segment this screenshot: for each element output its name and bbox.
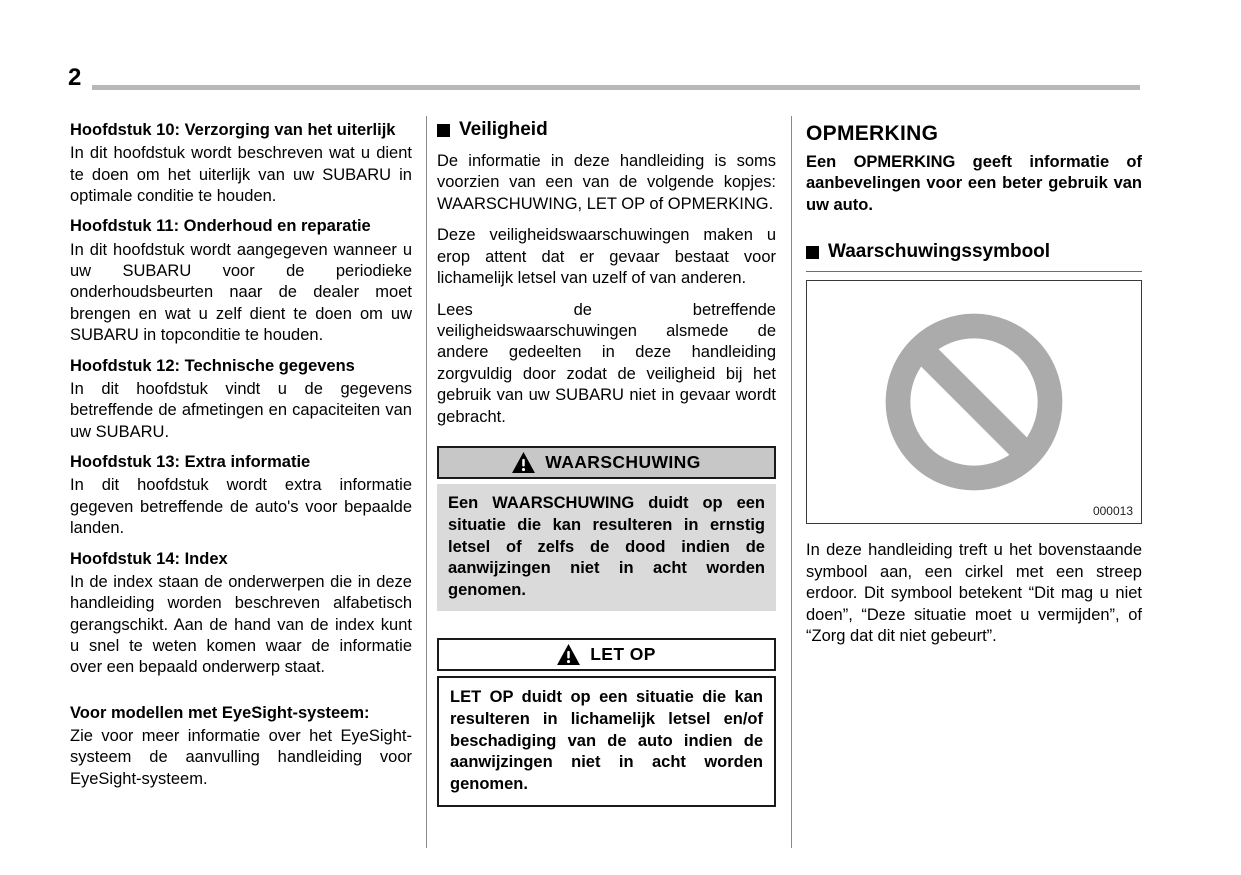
prohibition-symbol-figure xyxy=(806,280,1142,524)
left-column xyxy=(70,120,412,794)
square-bullet-icon xyxy=(437,124,450,137)
column-divider xyxy=(791,116,792,848)
warning-triangle-icon xyxy=(557,644,580,665)
section-heading: Hoofdstuk 11: Onderhoud en reparatie xyxy=(70,217,371,236)
section-heading: Hoofdstuk 14: Index xyxy=(70,549,228,568)
section-body: In dit hoofdstuk wordt aangegeven wanneer u uw SUBARU voor de periodieke onderhoudsbeurten naar de dealer moet brengen en wat u zelf dient te doen om uw SUBARU in topconditie te houden. xyxy=(70,240,412,345)
figure-code: 000013 xyxy=(1092,504,1133,519)
symbol-heading xyxy=(806,242,1142,272)
square-bullet-icon xyxy=(806,246,819,259)
prohibition-icon xyxy=(879,307,1069,497)
warning-box-body: Een WAARSCHUWING duidt op een situatie die kan resulteren in ernstig letsel of zelfs de dood indien de aanwijzingen niet in acht worden genomen. xyxy=(437,484,776,611)
symbol-heading-label: Waarschuwingssymbool xyxy=(828,241,1051,263)
column-divider xyxy=(426,116,427,848)
section-heading-eyesight: Voor modellen met EyeSight-systeem: xyxy=(70,703,370,722)
section-body: In de index staan de onderwerpen die in deze handleiding worden beschreven alfabetisch gerangschikt. Aan de hand van de index kunt u snel te weten komen waar de informatie over een bepaald onderwerp staat. xyxy=(70,572,412,677)
caution-box-body: LET OP duidt op een situatie die kan resulteren in lichamelijk letsel en/of beschadiging van de auto indien de aanwijzingen niet in acht worden genomen. xyxy=(437,676,776,807)
safety-paragraph: De informatie in deze handleiding is soms voorzien van een van de volgende kopjes: WAARSCHUWING, LET OP of OPMERKING. xyxy=(437,151,776,213)
safety-heading xyxy=(437,120,776,141)
section-heading: Hoofdstuk 12: Technische gegevens xyxy=(70,356,355,375)
caution-box-title: LET OP xyxy=(590,643,656,664)
warning-box xyxy=(437,446,776,611)
safety-heading-label: Veiligheid xyxy=(459,119,548,140)
note-heading: OPMERKING xyxy=(806,122,939,145)
caution-box xyxy=(437,638,776,807)
caution-box-header xyxy=(437,638,776,671)
right-column xyxy=(806,120,1142,651)
page-number: 2 xyxy=(68,64,82,91)
safety-paragraph: Lees de betreffende veiligheidswaarschuwingen alsmede de andere gedeelten in deze handleiding zorgvuldig door zodat de veiligheid bij het gebruik van uw SUBARU niet in gevaar wordt gebracht. xyxy=(437,300,776,426)
section-heading: Hoofdstuk 13: Extra informatie xyxy=(70,453,311,472)
section-body: In dit hoofdstuk wordt extra informatie gegeven betreffende de auto's voor bepaalde landen. xyxy=(70,476,412,538)
section-body: In dit hoofdstuk wordt beschreven wat u dient te doen om het uiterlijk van uw SUBARU in optimale conditie te houden. xyxy=(70,144,412,205)
safety-paragraph: Deze veiligheidswaarschuwingen maken u erop attent dat er gevaar bestaat voor lichamelijk letsel van uzelf of van anderen. xyxy=(437,226,776,288)
warning-box-title: WAARSCHUWING xyxy=(545,452,701,473)
section-body: Zie voor meer informatie over het EyeSight-systeem de aanvulling handleiding voor EyeSight-systeem. xyxy=(70,726,412,788)
note-body: Een OPMERKING geeft informatie of aanbevelingen voor een beter gebruik van uw auto. xyxy=(806,153,1142,214)
middle-column xyxy=(437,120,776,807)
section-heading: Hoofdstuk 10: Verzorging van het uiterlijk xyxy=(70,121,396,139)
warning-box-header xyxy=(437,446,776,479)
symbol-body: In deze handleiding treft u het bovenstaande symbool aan, een cirkel met een streep erdoor. Dit symbool betekent “Dit mag u niet doen”, “Deze situatie moet u vermijden”, of “Zorg dat dit niet gebeurt”. xyxy=(806,541,1142,645)
warning-triangle-icon xyxy=(512,452,535,473)
header-rule xyxy=(92,85,1140,90)
section-body: In dit hoofdstuk vindt u de gegevens betreffende de afmetingen en capaciteiten van uw SUBARU. xyxy=(70,379,412,441)
